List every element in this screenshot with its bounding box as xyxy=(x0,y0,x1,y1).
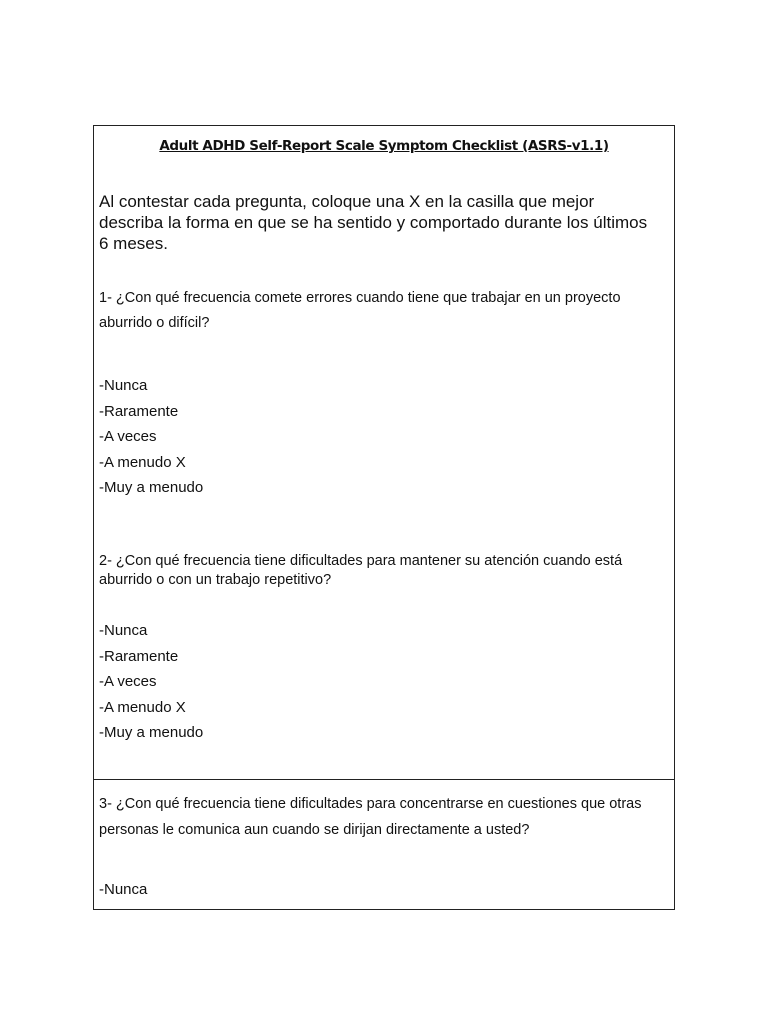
checklist-table xyxy=(93,125,675,910)
table-cell-lower xyxy=(94,779,674,909)
instructions-text: Al contestar cada pregunta, coloque una X en la casilla que mejor describa la forma en que se ha sentido y comportado durante los últimos 6 meses. xyxy=(99,192,648,253)
option-raramente: -Raramente xyxy=(99,647,179,665)
option-nunca: -Nunca xyxy=(99,377,148,394)
option-a-menudo-selected: -A menudo X xyxy=(99,453,186,471)
question-2-text: 2- ¿Con qué frecuencia tiene dificultades para mantener su atención cuando está aburrido o con un trabajo repetitivo? xyxy=(99,553,623,588)
option-a-menudo-selected: -A menudo X xyxy=(99,698,186,716)
document-title: Adult ADHD Self-Report Scale Symptom Checklist (ASRS-v1.1) xyxy=(159,138,609,154)
table-cell-upper xyxy=(94,126,674,780)
question-3-text: 3- ¿Con qué frecuencia tiene dificultades para concentrarse en cuestiones que otras personas le comunica aun cuando se dirijan directamente a usted? xyxy=(99,796,642,838)
question-1-text: 1- ¿Con qué frecuencia comete errores cuando tiene que trabajar en un proyecto aburrido o difícil? xyxy=(99,290,621,331)
option-nunca: -Nunca xyxy=(99,881,148,898)
option-nunca: -Nunca xyxy=(99,622,148,639)
option-muy-a-menudo: -Muy a menudo xyxy=(99,724,204,741)
option-raramente: -Raramente xyxy=(99,402,179,420)
question-3-options xyxy=(99,877,147,903)
question-2-options xyxy=(99,618,203,746)
question-1-options xyxy=(99,373,203,501)
option-muy-a-menudo: -Muy a menudo xyxy=(99,479,204,496)
option-a-veces: -A veces xyxy=(99,673,157,690)
option-a-veces: -A veces xyxy=(99,428,157,445)
